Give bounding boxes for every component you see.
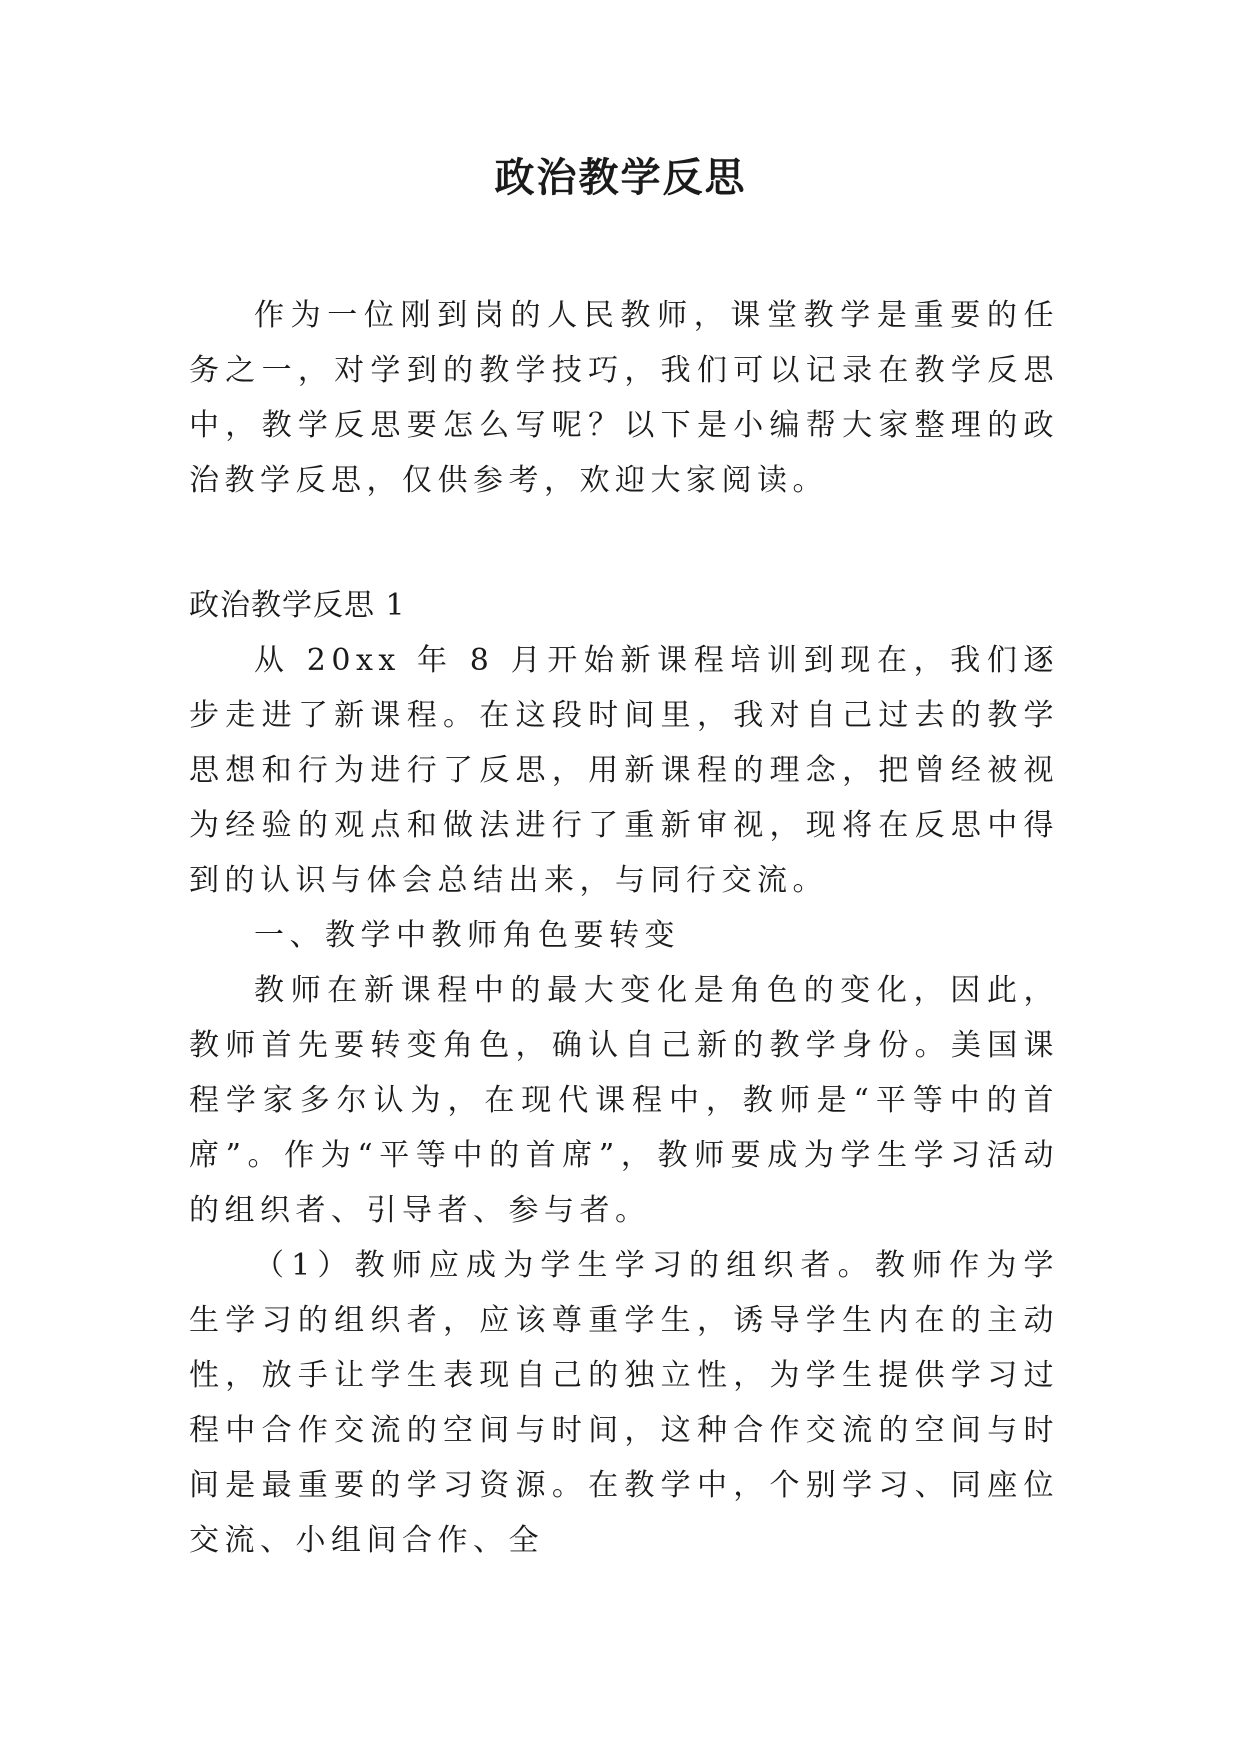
body-paragraph: 教师在新课程中的最大变化是角色的变化，因此，教师首先要转变角色，确认自己新的教学身份。美国课程学家多尔认为，在现代课程中，教师是“平等中的首席”。作为“平等中的首席”，教师要成为学生学习活动的组织者、引导者、参与者。 xyxy=(189,973,1059,1228)
document-body xyxy=(189,288,1059,1568)
section-title: 政治教学反思 1 xyxy=(189,588,406,623)
body-paragraph: （1）教师应成为学生学习的组织者。教师作为学生学习的组织者，应该尊重学生，诱导学生内在的主动性，放手让学生表现自己的独立性，为学生提供学习过程中合作交流的空间与时间，这种合作交流的空间与时间是最重要的学习资源。在教学中，个别学习、同座位交流、小组间合作、全 xyxy=(189,1248,1059,1558)
body-paragraph: 从 20xx 年 8 月开始新课程培训到现在，我们逐步走进了新课程。在这段时间里，我对自己过去的教学思想和行为进行了反思，用新课程的理念，把曾经被视为经验的观点和做法进行了重新审视，现将在反思中得到的认识与体会总结出来，与同行交流。 xyxy=(189,643,1059,898)
document-title: 政治教学反思 xyxy=(494,154,747,201)
spacer xyxy=(189,508,1059,578)
subheading-paragraph: 一、教学中教师角色要转变 xyxy=(254,918,680,953)
intro-paragraph: 作为一位刚到岗的人民教师，课堂教学是重要的任务之一，对学到的教学技巧，我们可以记录在教学反思中，教学反思要怎么写呢？以下是小编帮大家整理的政治教学反思，仅供参考，欢迎大家阅读。 xyxy=(189,298,1059,498)
